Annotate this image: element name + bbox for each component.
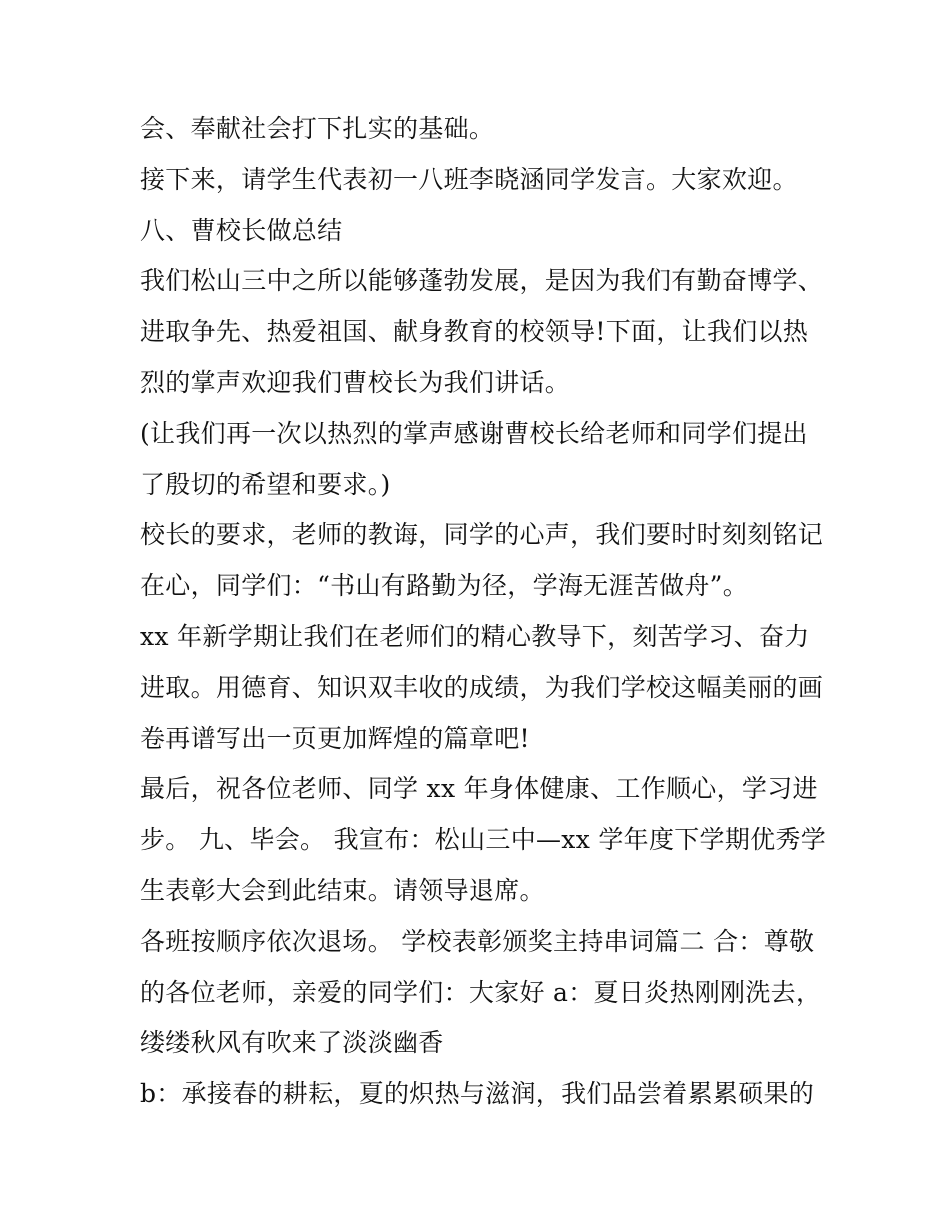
text-line: 进取争先、热爱祖国、献身教育的校领导!下面，让我们以热 (140, 317, 809, 347)
text-line: 最后，祝各位老师、同学 xx 年身体健康、工作顺心，学习进 (140, 774, 818, 804)
text-line: 接下来，请学生代表初一八班李晓涵同学发言。大家欢迎。 (140, 164, 798, 194)
text-line: 在心，同学们：“书山有路勤为径，学海无涯苦做舟”。 (140, 571, 749, 601)
text-line: 会、奉献社会打下扎实的基础。 (140, 114, 495, 143)
document-body (140, 104, 827, 1120)
text-line: 卷再谱写出一页更加辉煌的篇章吧! (140, 723, 530, 753)
text-line: 烈的掌声欢迎我们曹校长为我们讲话。 (140, 367, 571, 397)
text-line: xx 年新学期让我们在老师们的精心教导下，刻苦学习、奋力 (140, 621, 810, 651)
text-line: 了殷切的希望和要求。) (140, 469, 391, 499)
text-line: 的各位老师，亲爱的同学们：大家好 a：夏日炎热刚刚洗去， (140, 977, 822, 1007)
text-line: 我们松山三中之所以能够蓬勃发展，是因为我们有勤奋博学、 (140, 266, 824, 296)
text-line: 生表彰大会到此结束。请领导退席。 (140, 875, 545, 905)
section-heading: 八、曹校长做总结 (140, 215, 343, 245)
text-line: 缕缕秋风有吹来了淡淡幽香 (140, 1028, 444, 1058)
text-line: (让我们再一次以热烈的掌声感谢曹校长给老师和同学们提出 (140, 418, 808, 448)
text-line: 校长的要求，老师的教诲，同学的心声，我们要时时刻刻铭记 (140, 520, 824, 550)
text-line: 各班按顺序依次退场。 学校表彰颁奖主持串词篇二 合：尊敬 (140, 926, 815, 956)
text-line: 进取。用德育、知识双丰收的成绩，为我们学校这幅美丽的画 (140, 672, 824, 702)
text-line: b：承接春的耕耘，夏的炽热与滋润，我们品尝着累累硕果的 (140, 1079, 815, 1109)
text-line: 步。 九、毕会。 我宣布：松山三中—xx 学年度下学期优秀学 (140, 825, 827, 855)
